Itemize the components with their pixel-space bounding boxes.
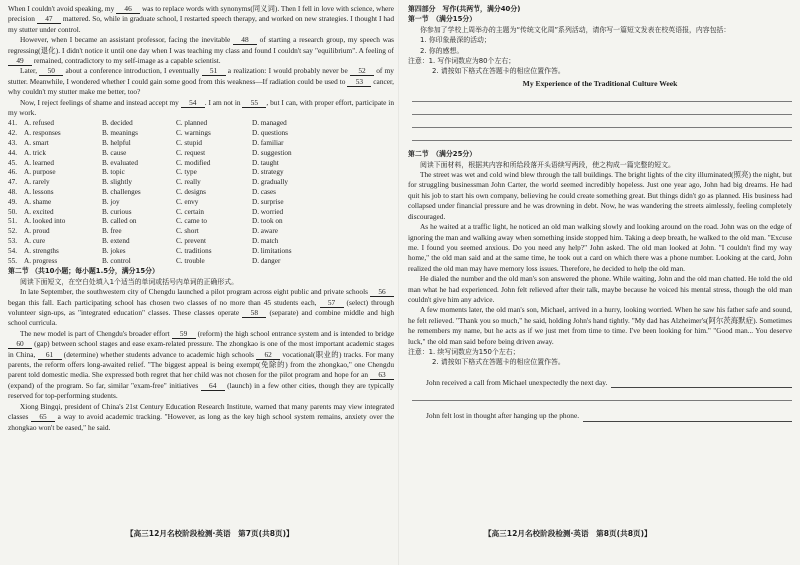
option-choice: D. danger <box>252 256 281 265</box>
writing-sec-1-note-2: 2. 请按如下格式在答题卡的相应位置作答。 <box>432 67 565 76</box>
option-choice: B. called on <box>102 217 137 226</box>
option-number: 53. <box>8 237 17 246</box>
option-choice: A. excited <box>24 207 54 216</box>
page-7-footer: 【高三12月名校阶段检测·英语 第7页(共8页)】 <box>126 529 294 538</box>
option-spacer <box>168 227 176 237</box>
cloze-para-1: When I couldn't avoid speaking, my 46 was to replace words with synonyms(同义词). Then I fell in love with science, where precision 47 mattered. So, while in graduate school, I restarted speech therapy, and worked on new strategies. I thought I had my stutter under control. <box>8 4 394 34</box>
option-choice: B. slightly <box>102 178 132 187</box>
option-choice: A. refused <box>24 119 54 128</box>
option-spacer <box>94 227 102 237</box>
writing-blank <box>611 380 792 388</box>
option-number: 43. <box>8 139 17 148</box>
option-choice: D. match <box>252 237 279 246</box>
option-choice: D. questions <box>252 129 288 138</box>
option-spacer <box>168 247 176 257</box>
option-spacer <box>244 188 252 198</box>
cloze-para-4: Now, I reject feelings of shame and instead accept my 54 . I am not in 55 , but I can, with proper effort, participate in my work. <box>8 97 394 118</box>
option-choice: B. curious <box>102 207 132 216</box>
option-spacer <box>244 178 252 188</box>
option-spacer <box>244 227 252 237</box>
answer-line <box>412 140 792 141</box>
option-number: 47. <box>8 178 17 187</box>
option-number: 55. <box>8 256 17 265</box>
blank-59: 59 <box>172 329 196 339</box>
answer-line <box>412 400 792 401</box>
blank-55: 55 <box>242 98 266 108</box>
option-choice: C. trouble <box>176 256 205 265</box>
option-spacer <box>168 217 176 227</box>
option-spacer <box>244 198 252 208</box>
option-choice: A. trick <box>24 148 46 157</box>
option-spacer <box>244 247 252 257</box>
writing-sec-1-item-2: 2. 你的感想。 <box>420 46 464 55</box>
option-choice: D. cases <box>252 188 276 197</box>
writing-sec-1-item-1: 1. 你印象最深的活动； <box>420 36 491 45</box>
option-choice: C. type <box>176 168 197 177</box>
option-choice: B. topic <box>102 168 125 177</box>
option-choice: C. came to <box>176 217 207 226</box>
essay-title: My Experience of the Traditional Culture Week <box>522 78 678 88</box>
writing-sec-1-title: 第一节 （满分15分） <box>408 15 477 24</box>
option-spacer <box>244 237 252 247</box>
option-spacer <box>94 217 102 227</box>
option-spacer <box>168 257 176 267</box>
option-choice: C. really <box>176 178 201 187</box>
option-number: 42. <box>8 129 17 138</box>
writing-sec-2-note-2: 2. 请按如下格式在答题卡的相应位置作答。 <box>432 358 565 367</box>
option-spacer <box>94 237 102 247</box>
option-number: 45. <box>8 158 17 167</box>
story-para-1: The street was wet and cold wind blew through the tall buildings. The bright lights of the city illuminated(照亮) the night, but for struggling businessman John Carter, the world seemed incredibly hopeless. Just one year ago, John had big dreams. He had quit his job to start his own company, believing he could create something great. But things didn't go as planned. His business had collapsed under financial pressure and he was drowning in debt. Now, he was wandering the streets aimlessly, feeling completely discouraged. <box>408 170 792 221</box>
page-gutter <box>398 0 399 565</box>
option-choice: A. learned <box>24 158 54 167</box>
continuation-line-1 <box>426 378 792 388</box>
blank-65: 65 <box>31 412 55 422</box>
option-choice: A. progress <box>24 256 58 265</box>
option-spacer <box>168 198 176 208</box>
option-choice: D. gradually <box>252 178 288 187</box>
blank-60: 60 <box>8 339 32 349</box>
option-spacer <box>94 178 102 188</box>
blank-53: 53 <box>347 77 371 87</box>
option-spacer <box>94 208 102 218</box>
option-choice: B. evaluated <box>102 158 138 167</box>
option-spacer <box>168 178 176 188</box>
option-spacer <box>94 257 102 267</box>
option-choice: D. familiar <box>252 139 284 148</box>
option-spacer <box>244 159 252 169</box>
blank-52: 52 <box>350 66 374 76</box>
option-choice: D. surprise <box>252 197 284 206</box>
option-choice: C. designs <box>176 188 206 197</box>
option-choice: C. short <box>176 227 199 236</box>
blank-64: 64 <box>201 381 225 391</box>
story-para-2: As he waited at a traffic light, he noticed an old man walking slowly and looking around on the road. John was on the edge of ignoring the man and walking away when something inside stopped him. Taking a deep breath, he walked to the old man. "Excuse me. I found you seemed anxious. Do you need any help?" John asked. The old man looked at John. "I couldn't find my way home," the old man said and at the same time, he took out a card on which there was a phone number. Looking at the card, John realized the old man may have memory loss issues. Therefore, he decided to help the old man. <box>408 222 792 273</box>
option-number: 46. <box>8 168 17 177</box>
blank-62: 62 <box>256 350 280 360</box>
writing-sec-2-note-1: 注意：1. 续写词数应为150个左右； <box>408 347 520 356</box>
cloze-para-2: However, when I became an assistant professor, facing the inevitable 48 of starting a research group, my speech was regressing(退化). I didn't notice it until one day when I was teaching my class and found I couldn't say "equilibrium". A feeling of 49 remained, contradictory to my self-image as a capable scientist. <box>8 35 394 66</box>
option-choice: C. certain <box>176 207 204 216</box>
option-number: 44. <box>8 148 17 157</box>
option-spacer <box>94 149 102 159</box>
blank-54: 54 <box>181 98 205 108</box>
blank-48: 48 <box>233 35 257 45</box>
option-spacer <box>244 129 252 139</box>
option-choice: C. stupid <box>176 139 202 148</box>
option-spacer <box>94 198 102 208</box>
option-choice: A. looked into <box>24 217 66 226</box>
option-spacer <box>168 129 176 139</box>
option-choice: A. rarely <box>24 178 50 187</box>
story-para-4: A few moments later, the old man's son, Michael, arrived in a hurry, looking worried. When he saw his father safe and sound, he felt relieved. "Thank you so much," he said, holding John's hand tightly. "My dad has Alzheimer's(阿尔茨海默症). Sometimes he remembers my name, but he acts as if we just met from time to time. I've been looking for him." "Good man... You deserve luck," the old man said before being driven away. <box>408 305 792 346</box>
option-spacer <box>94 159 102 169</box>
section-2-title: 第二节 （共10小题；每小题1.5分，满分15分） <box>8 267 159 276</box>
option-spacer <box>244 208 252 218</box>
option-choice: A. cure <box>24 237 46 246</box>
blank-50: 50 <box>39 66 63 76</box>
option-choice: A. shame <box>24 197 52 206</box>
option-choice: C. warnings <box>176 129 211 138</box>
option-choice: D. managed <box>252 119 287 128</box>
blank-57: 57 <box>320 298 344 308</box>
option-choice: C. modified <box>176 158 211 167</box>
option-spacer <box>94 188 102 198</box>
cloze-para-3: Later, 50 about a conference introduction, I eventually 51 a realization: I would probably never be 52 of my stutter. Meanwhile, I wondered whether I could gain some good from this weakness—If radiation could be used to 53 cancer, why couldn't my stutter make me better, too? <box>8 66 394 97</box>
option-choice: A. strengths <box>24 246 59 255</box>
blank-63: 63 <box>370 370 394 380</box>
writing-sec-2-instructions: 阅读下面材料，根据其内容和所给段落开头语续写两段，使之构成一篇完整的短文。 <box>420 160 675 169</box>
option-choice: B. free <box>102 227 122 236</box>
option-spacer <box>94 168 102 178</box>
option-choice: D. limitations <box>252 246 292 255</box>
option-choice: C. traditions <box>176 246 212 255</box>
grammar-para-2: The new model is part of Chengdu's broader effort 59 (reform) the high school entrance system and is intended to bridge 60 (gap) between school stages and ease exam-related pressure. The zhongkao is one of the most important academic stages in China, 61 (determine) whether students advance to academic high schools 62 vocational(职业的) tracks. For many parents, the reform offers long-awaited relief. "The biggest appeal is being exempt(免除的) from the zhongkao," one Chengdu parent told domestic media. She expressed both regret that her child was not chosen for the pilot program and hope for an 63 (expand) of the program. So far, similar "exam-free" initiatives 64 (launch) in a few other cities, though they are typically reserved for top-performing students. <box>8 328 395 401</box>
option-choice: A. responses <box>24 129 61 138</box>
option-choice: B. extend <box>102 237 130 246</box>
option-choice: D. worried <box>252 207 284 216</box>
option-choice: B. cause <box>102 148 127 157</box>
blank-49: 49 <box>8 56 32 66</box>
option-spacer <box>168 149 176 159</box>
story-para-3: He dialed the number and the old man's son answered the phone. While waiting, John and the old man chatted. He told the old man what he had experienced. John felt relieved after their talk, maybe because he voiced his mental stress, though the old man couldn't give him any advice. <box>408 274 792 304</box>
option-choice: B. jokes <box>102 246 126 255</box>
option-choice: A. smart <box>24 139 49 148</box>
option-number: 54. <box>8 246 17 255</box>
option-choice: C. planned <box>176 119 208 128</box>
continuation-opener-2: John felt lost in thought after hanging up the phone. <box>426 411 580 421</box>
option-choice: D. taught <box>252 158 279 167</box>
continuation-line-2 <box>426 411 792 421</box>
option-choice: B. helpful <box>102 139 131 148</box>
page-8-footer: 【高三12月名校阶段检测·英语 第8页(共8页)】 <box>484 529 652 538</box>
blank-58: 58 <box>242 308 266 318</box>
option-choice: D. strategy <box>252 168 284 177</box>
cloze-options-table <box>8 119 394 266</box>
option-spacer <box>168 159 176 169</box>
option-number: 48. <box>8 188 17 197</box>
option-choice: B. meanings <box>102 129 138 138</box>
option-spacer <box>244 257 252 267</box>
option-spacer <box>94 129 102 139</box>
option-choice: C. prevent <box>176 237 206 246</box>
option-number: 49. <box>8 197 17 206</box>
writing-sec-1-prompt: 你参加了学校上周举办的主题为“传统文化周”系列活动，请你写一篇短文发表在校英语报，内容包括： <box>420 25 731 34</box>
option-choice: A. purpose <box>24 168 56 177</box>
grammar-para-1: In late September, the southwestern city of Chengdu launched a pilot program across eight public and private schools 56 began this fall. Each participating school has chosen two classes of no more than 45 students each, 57 (select) through volunteer sign-ups, as "integrated education" classes. These classes operate 58 (separate) and combine middle and high school curricula. <box>8 287 394 328</box>
writing-sec-1-note-1: 注意：1. 写作词数应为80个左右； <box>408 57 516 66</box>
option-spacer <box>168 188 176 198</box>
blank-51: 51 <box>202 66 226 76</box>
option-spacer <box>244 217 252 227</box>
part-4-title: 第四部分 写作(共两节，满分40分) <box>408 5 521 13</box>
blank-47: 47 <box>37 14 61 24</box>
option-spacer <box>94 119 102 129</box>
option-choice: B. control <box>102 256 131 265</box>
option-choice: C. request <box>176 148 206 157</box>
blank-56: 56 <box>370 287 394 297</box>
option-choice: C. envy <box>176 197 199 206</box>
answer-line <box>412 127 792 128</box>
writing-blank <box>583 414 792 422</box>
option-spacer <box>168 237 176 247</box>
blank-61: 61 <box>38 350 62 360</box>
page-8 <box>408 4 792 422</box>
option-spacer <box>244 119 252 129</box>
option-choice: B. joy <box>102 197 120 206</box>
option-spacer <box>244 149 252 159</box>
option-spacer <box>168 208 176 218</box>
option-choice: D. aware <box>252 227 278 236</box>
option-number: 50. <box>8 207 17 216</box>
option-choice: A. lessons <box>24 188 54 197</box>
writing-sec-2-title: 第二节 （满分25分） <box>408 150 477 159</box>
option-choice: D. took on <box>252 217 283 226</box>
option-spacer <box>168 119 176 129</box>
option-spacer <box>168 139 176 149</box>
page-7 <box>8 4 394 433</box>
option-choice: B. challenges <box>102 188 141 197</box>
option-spacer <box>94 247 102 257</box>
continuation-opener-1: John received a call from Michael unexpectedly the next day. <box>426 377 608 387</box>
option-choice: A. proud <box>24 227 50 236</box>
grammar-para-3: Xiong Bingqi, president of China's 21st Century Education Research Institute, warned that many parents may view integrated classes 65 a way to avoid academic tracking. "However, as long as the key high school system remains, anxiety over the zhongkao won't be eased," he said. <box>8 401 394 432</box>
option-choice: B. decided <box>102 119 133 128</box>
option-number: 52. <box>8 227 17 236</box>
option-choice: D. suggestion <box>252 148 292 157</box>
option-spacer <box>168 168 176 178</box>
option-number: 51. <box>8 217 17 226</box>
option-number: 41. <box>8 119 17 128</box>
section-2-instructions: 阅读下面短文，在空白处填入1个适当的单词或括号内单词的正确形式。 <box>20 277 238 286</box>
answer-line <box>412 101 792 102</box>
option-spacer <box>244 139 252 149</box>
option-spacer <box>244 168 252 178</box>
option-spacer <box>94 139 102 149</box>
answer-line <box>412 114 792 115</box>
blank-46: 46 <box>116 4 140 14</box>
